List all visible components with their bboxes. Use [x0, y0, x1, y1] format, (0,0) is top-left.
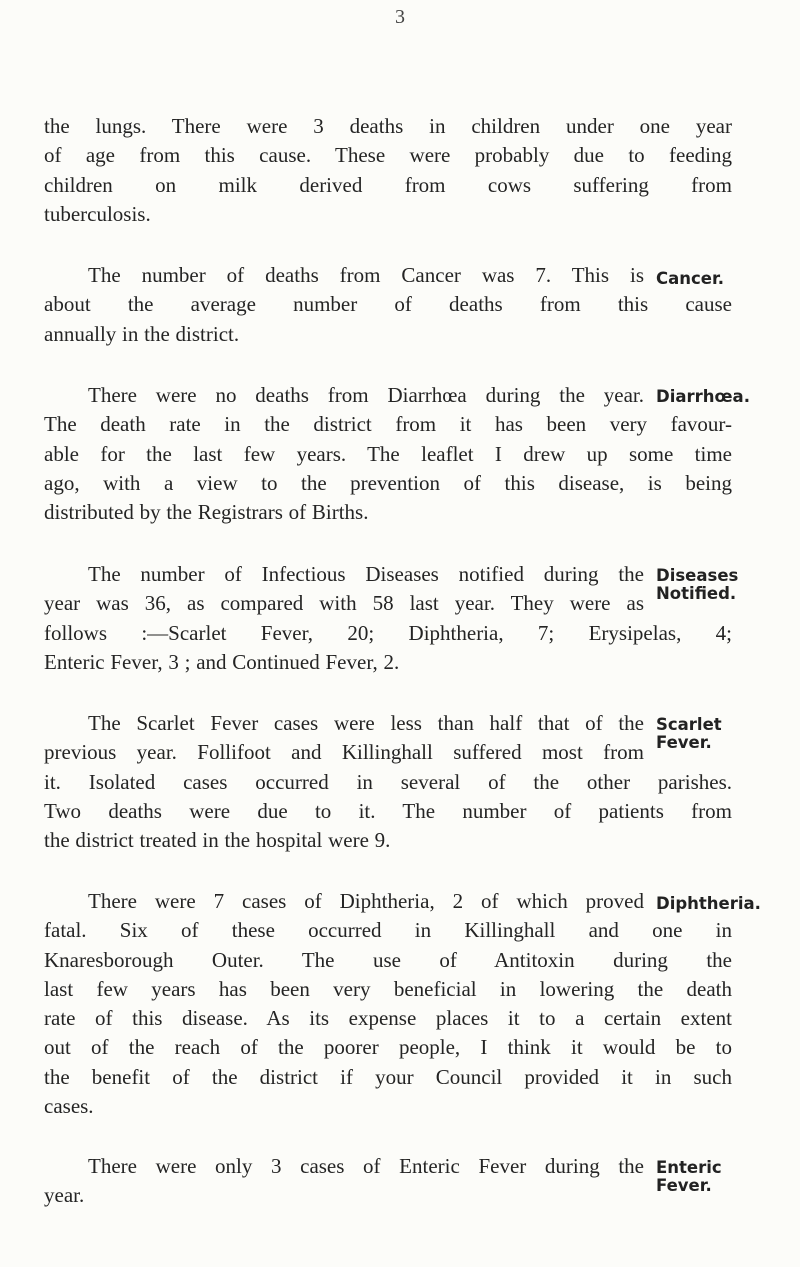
text-line: tuberculosis.: [44, 201, 151, 226]
margin-heading-diarrhoea: [656, 388, 800, 406]
text-line: out of the reach of the poorer people, I think it would be to: [44, 1035, 732, 1060]
text-line: year was 36, as compared with 58 last year. They were as: [44, 591, 644, 616]
paragraph-diseases-notified: [44, 560, 732, 677]
text-line: There were no deaths from Diarrhœa during the year.: [88, 383, 644, 407]
text-line: fatal. Six of these occurred in Killinghall and one in: [44, 918, 732, 943]
margin-heading-diphtheria: [656, 895, 800, 913]
margin-heading-scarlet-fever: [656, 716, 800, 752]
text-line: the lungs. There were 3 deaths in children under one year: [44, 114, 732, 138]
margin-heading-line: Scarlet: [656, 715, 722, 734]
text-line: the benefit of the district if your Council provided it in such: [44, 1064, 732, 1089]
text-line: annually in the district.: [44, 321, 240, 346]
text-line: The number of Infectious Diseases notified during the: [88, 562, 644, 586]
text-line: able for the last few years. The leaflet I drew up some time: [44, 441, 732, 466]
paragraph-tuberculosis: [44, 112, 732, 229]
text-line: follows :—Scarlet Fever, 20; Diphtheria, 7; Erysipelas, 4;: [44, 620, 732, 645]
margin-heading-line: Fever.: [656, 1176, 712, 1195]
text-line: rate of this disease. As its expense places it to a certain extent: [44, 1006, 732, 1031]
margin-heading-cancer: [656, 270, 800, 288]
margin-heading-line: Enteric: [656, 1158, 722, 1177]
text-line: The death rate in the district from it has been very favour-: [44, 412, 732, 437]
margin-heading-line: Diarrhœa.: [656, 387, 750, 406]
text-line: There were 7 cases of Diphtheria, 2 of which proved: [88, 889, 644, 913]
text-line: ago, with a view to the prevention of this disease, is being: [44, 470, 732, 495]
margin-heading-enteric-fever: [656, 1159, 800, 1195]
paragraph-cancer: [44, 261, 732, 349]
text-line: about the average number of deaths from this cause: [44, 292, 732, 317]
margin-heading-line: Fever.: [656, 733, 712, 752]
page-number: 3: [395, 6, 405, 28]
text-line: The Scarlet Fever cases were less than half that of the: [88, 711, 644, 735]
paragraph-scarlet-fever: [44, 709, 732, 855]
text-line: year.: [44, 1183, 85, 1208]
paragraph-diphtheria: [44, 887, 732, 1121]
text-line: the district treated in the hospital were 9.: [44, 828, 391, 853]
margin-heading-line: Notified.: [656, 584, 737, 603]
text-line: Two deaths were due to it. The number of patients from: [44, 798, 732, 823]
paragraph-diarrhoea: [44, 381, 732, 527]
margin-heading-line: Diseases: [656, 566, 739, 585]
text-line: Enteric Fever, 3 ; and Continued Fever, 2.: [44, 649, 400, 674]
text-line: of age from this cause. These were probably due to feeding: [44, 143, 732, 168]
text-line: distributed by the Registrars of Births.: [44, 500, 369, 525]
text-line: There were only 3 cases of Enteric Fever during the: [88, 1154, 644, 1178]
paragraph-enteric-fever: [44, 1152, 732, 1211]
margin-heading-diseases-notified: [656, 567, 800, 603]
text-line: Knaresborough Outer. The use of Antitoxin during the: [44, 947, 732, 972]
text-line: last few years has been very beneficial in lowering the death: [44, 976, 732, 1001]
text-line: it. Isolated cases occurred in several of the other parishes.: [44, 769, 732, 794]
text-line: previous year. Follifoot and Killinghall suffered most from: [44, 740, 644, 765]
margin-heading-line: Cancer.: [656, 269, 725, 288]
text-line: The number of deaths from Cancer was 7. This is: [88, 263, 644, 287]
margin-heading-line: Diphtheria.: [656, 894, 761, 913]
text-line: cases.: [44, 1094, 94, 1119]
text-line: children on milk derived from cows suffering from: [44, 172, 732, 197]
